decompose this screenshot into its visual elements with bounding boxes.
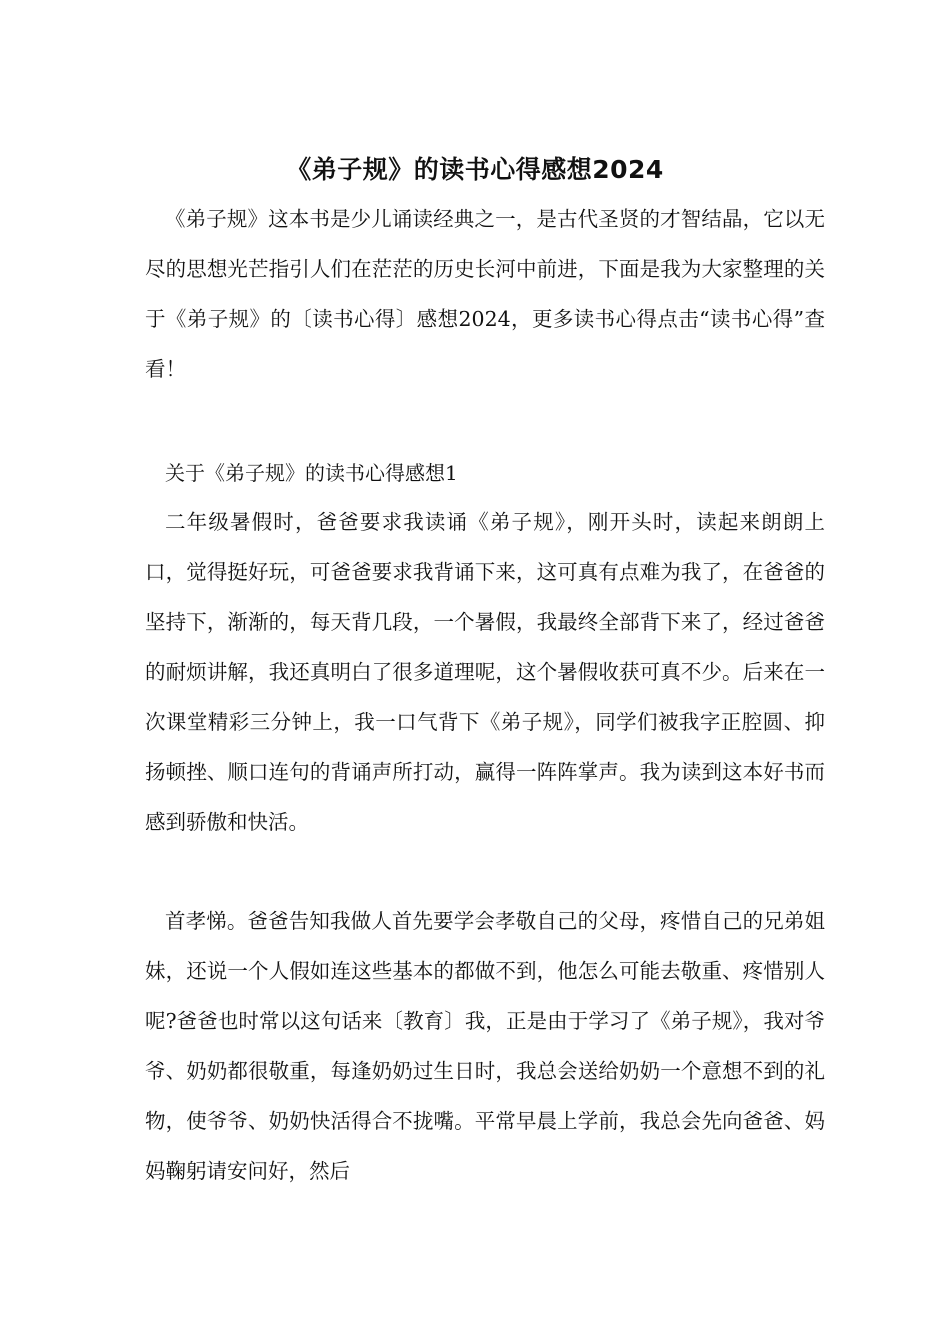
body-paragraph-1: 二年级暑假时，爸爸要求我读诵《弟子规》，刚开头时，读起来朗朗上口，觉得挺好玩，可爸爸要求我背诵下来，这可真有点难为我了，在爸爸的坚持下，渐渐的，每天背几段，一个暑假，我最终全部背下来了，经过爸爸的耐烦讲解，我还真明白了很多道理呢，这个暑假收获可真不少。后来在一次课堂精彩三分钟上，我一口气背下《弟子规》，同学们被我字正腔圆、抑扬顿挫、顺口连句的背诵声所打动，赢得一阵阵掌声。我为读到这本好书而感到骄傲和快活。 xyxy=(145,510,825,834)
intro-paragraph: 《弟子规》这本书是少儿诵读经典之一，是古代圣贤的才智结晶，它以无尽的思想光芒指引人们在茫茫的历史长河中前进，下面是我为大家整理的关于《弟子规》的〔读书心得〕感想2024，更多读书心得点击“读书心得”查看！ xyxy=(145,207,825,381)
section-heading: 关于《弟子规》的读书心得感想1 xyxy=(165,461,458,485)
body-paragraph-2: 首孝悌。爸爸告知我做人首先要学会孝敬自己的父母，疼惜自己的兄弟姐妹，还说一个人假如连这些基本的都做不到，他怎么可能去敬重、疼惜别人呢?爸爸也时常以这句话来〔教育〕我，正是由于学习了《弟子规》，我对爷爷、奶奶都很敬重，每逢奶奶过生日时，我总会送给奶奶一个意想不到的礼物，使爷爷、奶奶快活得合不拢嘴。平常早晨上学前，我总会先向爸爸、妈妈鞠躬请安问好，然后 xyxy=(145,909,825,1183)
document-title: 《弟子规》的读书心得感想2024 xyxy=(286,155,664,184)
